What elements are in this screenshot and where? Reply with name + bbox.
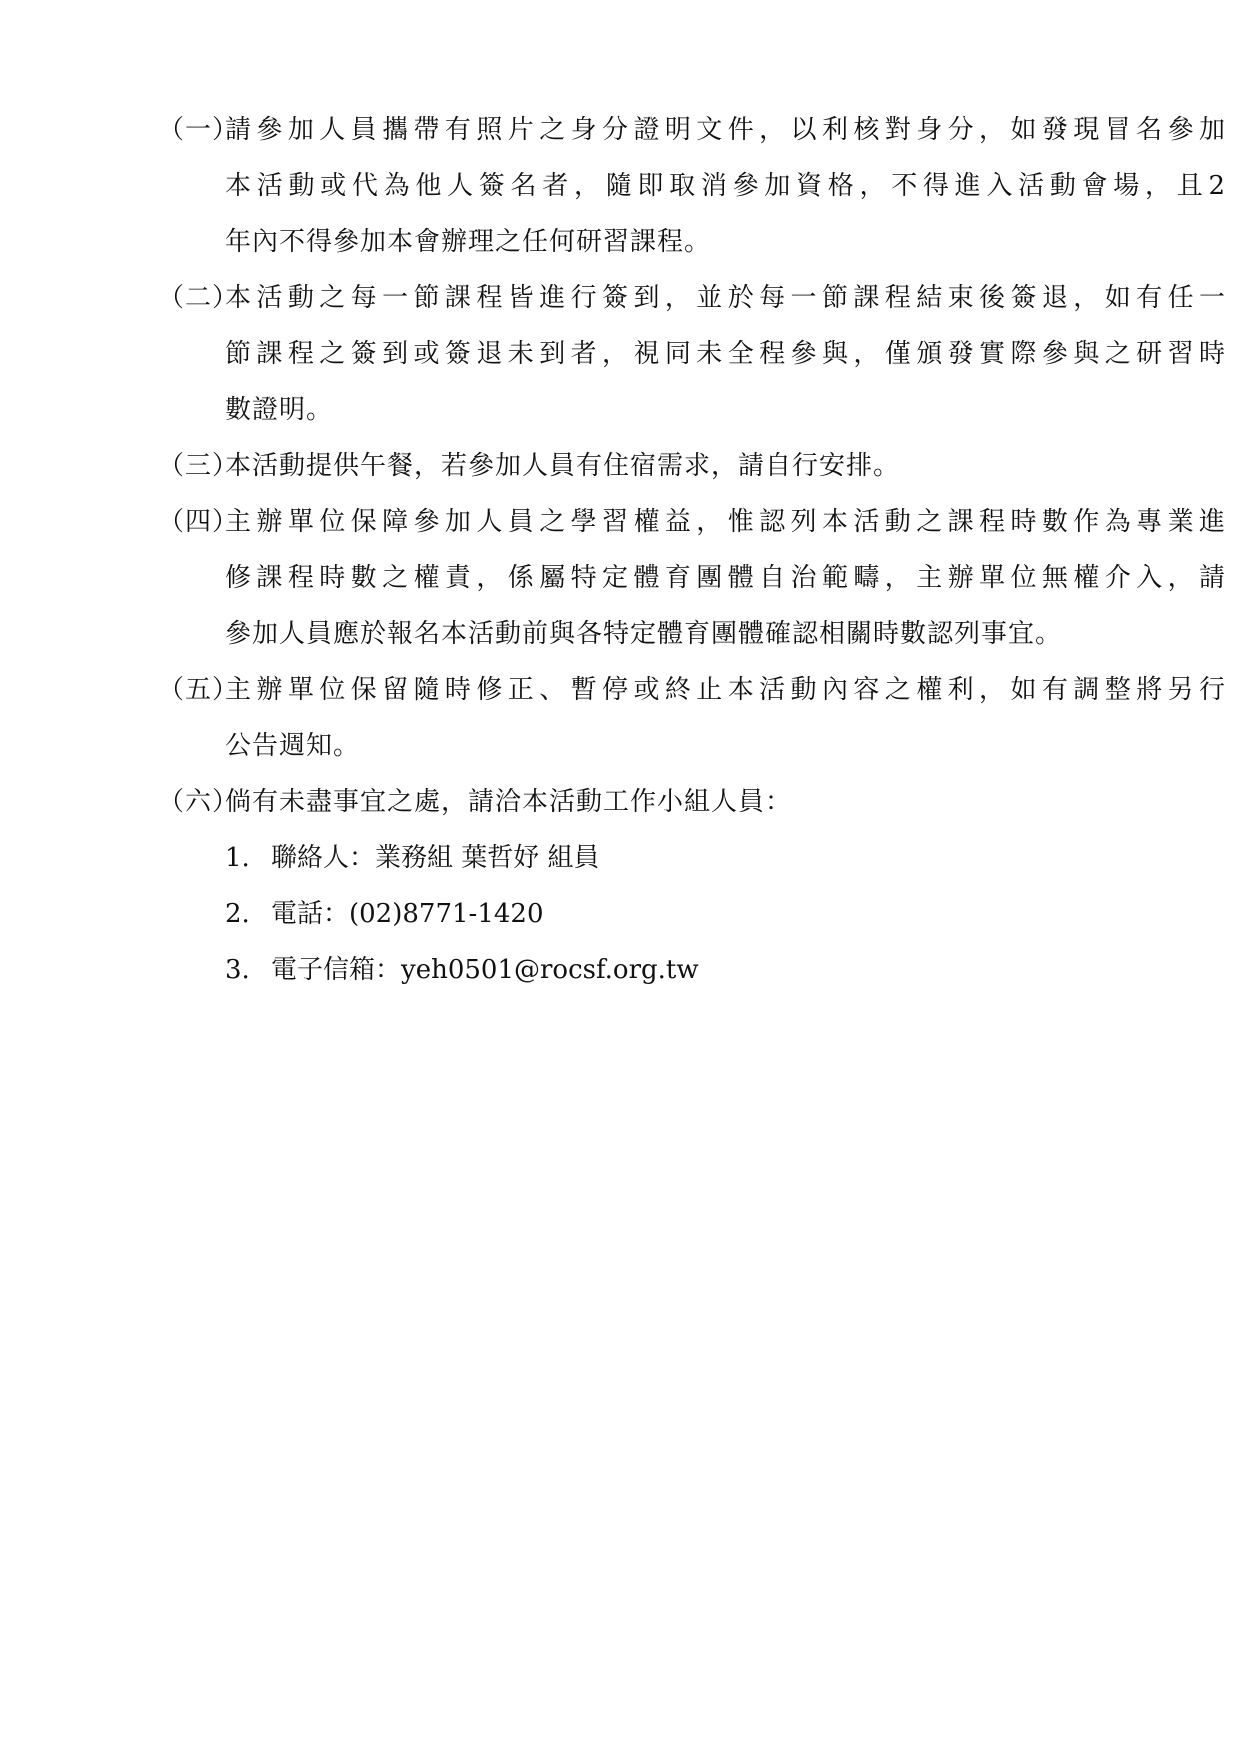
clause-line: 年內不得參加本會辦理之任何研習課程。 [225, 227, 712, 257]
contact-text: 電子信箱：yeh0501@rocsf.org.tw [271, 955, 699, 985]
clause-marker: （四） [158, 507, 240, 537]
list-number: 3. [225, 955, 250, 985]
clause-text [225, 438, 1225, 494]
clause-line: 主辦單位保障參加人員之學習權益，惟認列本活動之課程時數作為專業進 [225, 507, 1225, 537]
clause-text [225, 102, 1225, 270]
clause-marker: （五） [158, 675, 240, 705]
clause-line: 倘有未盡事宜之處，請洽本活動工作小組人員： [225, 787, 793, 817]
clause-line: 數證明。 [225, 395, 334, 425]
clause-text [225, 270, 1225, 438]
contact-text: 電話：(02)8771-1420 [271, 899, 544, 929]
contact-person [225, 830, 600, 886]
clause-text [225, 662, 1225, 774]
contact-phone [225, 886, 544, 942]
list-number: 2. [225, 899, 250, 929]
clause-line: 修課程時數之權責，係屬特定體育團體自治範疇，主辦單位無權介入，請 [225, 563, 1225, 593]
clause-line: 本活動或代為他人簽名者，隨即取消參加資格，不得進入活動會場，且2 [225, 171, 1225, 201]
clause-marker: （二） [158, 283, 240, 313]
contact-email [225, 942, 699, 998]
clause-line: 請參加人員攜帶有照片之身分證明文件，以利核對身分，如發現冒名參加 [225, 115, 1225, 145]
clause-line: 節課程之簽到或簽退未到者，視同未全程參與，僅頒發實際參與之研習時 [225, 339, 1225, 369]
contact-text: 聯絡人：業務組 葉哲妤 組員 [271, 843, 600, 873]
list-number: 1. [225, 843, 250, 873]
clause-marker: （三） [158, 451, 240, 481]
clause-text [225, 494, 1225, 662]
clause-line: 參加人員應於報名本活動前與各特定體育團體確認相關時數認列事宜。 [225, 619, 1063, 649]
clause-line: 主辦單位保留隨時修正、暫停或終止本活動內容之權利，如有調整將另行 [225, 675, 1225, 705]
clause-marker: （六） [158, 787, 240, 817]
clause-line: 公告週知。 [225, 731, 361, 761]
clause-line: 本活動之每一節課程皆進行簽到，並於每一節課程結束後簽退，如有任一 [225, 283, 1225, 313]
clause-marker: （一） [158, 115, 240, 145]
clause-text [225, 774, 1225, 830]
clause-line: 本活動提供午餐，若參加人員有住宿需求，請自行安排。 [225, 451, 901, 481]
